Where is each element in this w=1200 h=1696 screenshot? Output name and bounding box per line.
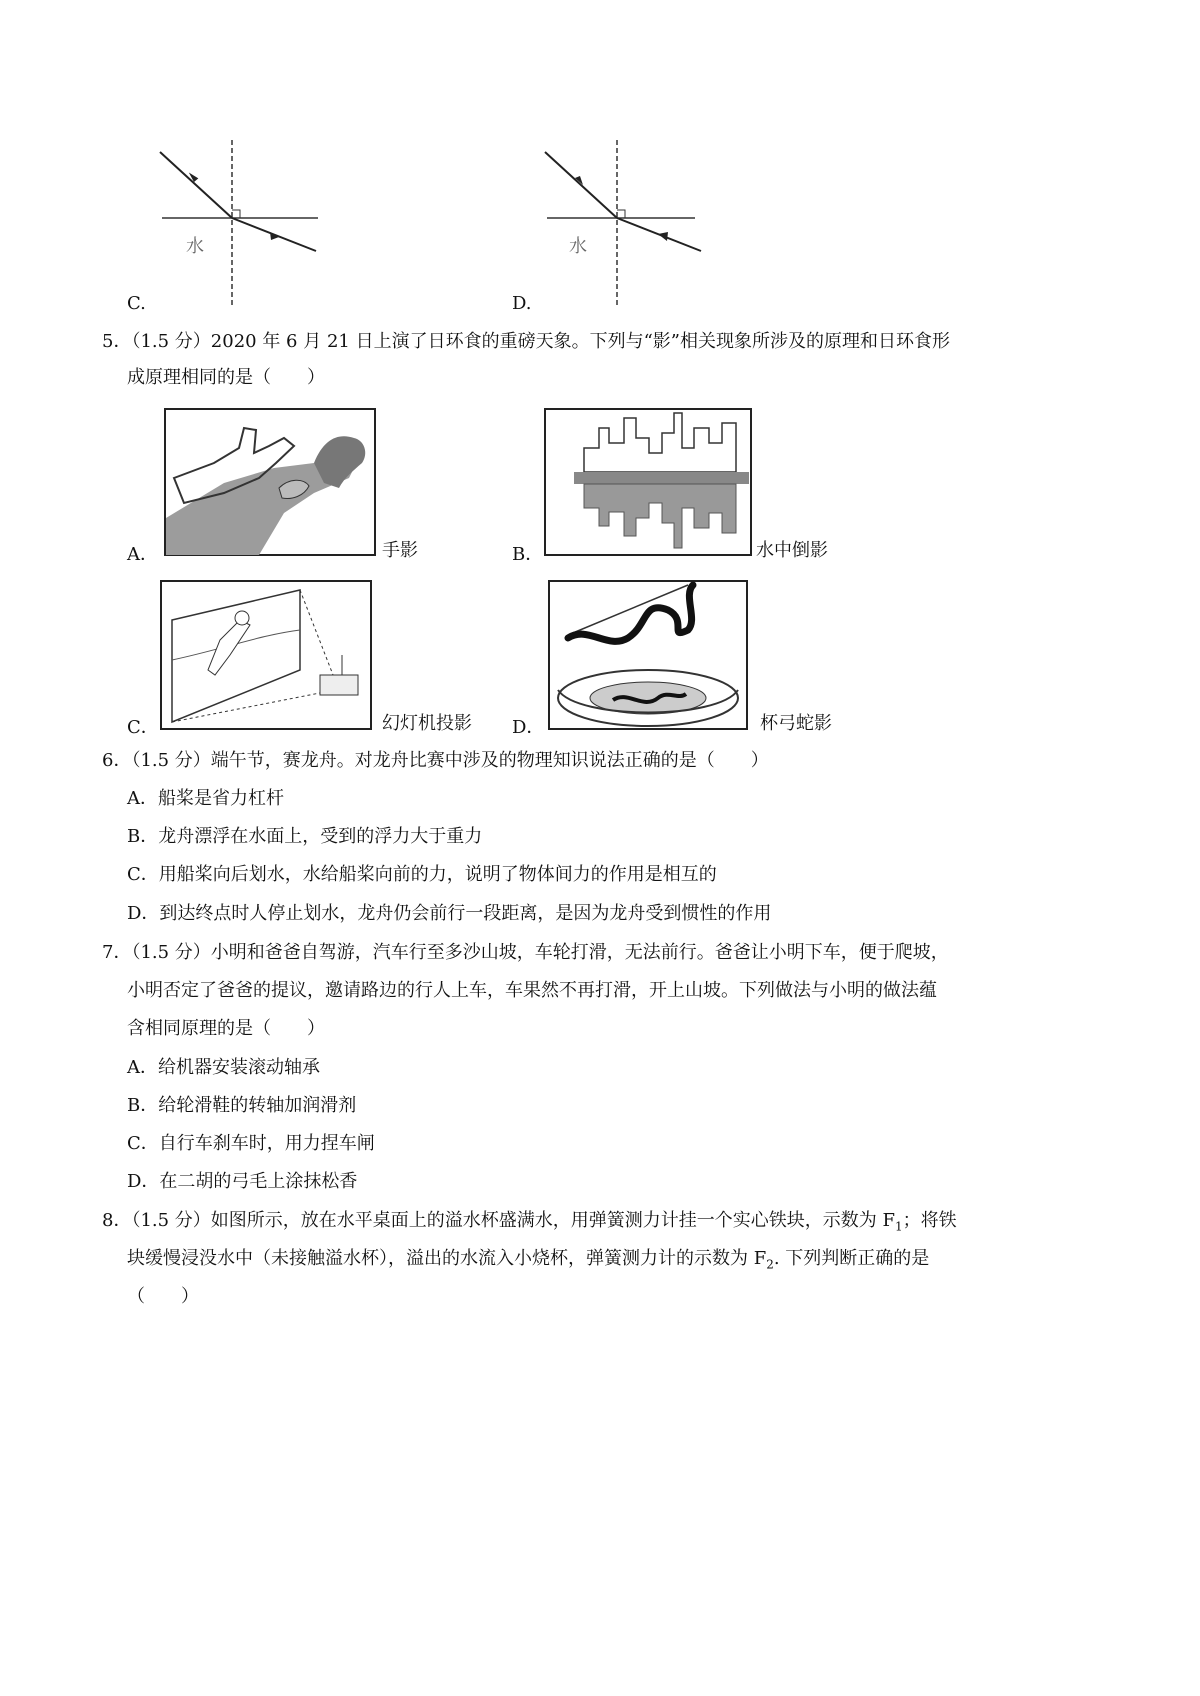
q5-option-c-caption: 幻灯机投影	[382, 713, 472, 734]
q5-figure-water-reflection	[544, 408, 752, 556]
q6-stem: 6．（1.5 分）端午节，赛龙舟。对龙舟比赛中涉及的物理知识说法正确的是（ ）	[102, 750, 769, 771]
q8-stem-line3: （ ）	[127, 1286, 199, 1307]
q5-option-a-letter: A．	[127, 544, 158, 565]
q6-option-b: B．龙舟漂浮在水面上，受到的浮力大于重力	[127, 826, 483, 847]
water-label: 水	[569, 236, 587, 257]
q5-figure-snake-cup	[548, 580, 748, 730]
q4-figure-c	[150, 140, 330, 310]
q7-option-b: B．给轮滑鞋的转轴加润滑剂	[127, 1095, 357, 1116]
q4-figure-d	[535, 140, 715, 310]
q5-figure-hand-shadow	[164, 408, 376, 556]
q5-option-d-letter: D．	[512, 717, 545, 738]
water-label: 水	[186, 236, 204, 257]
q5-option-a-caption: 手影	[382, 540, 418, 561]
q7-stem-line1: 7．（1.5 分）小明和爸爸自驾游，汽车行至多沙山坡，车轮打滑，无法前行。爸爸让小明下车，便于爬坡，	[102, 942, 949, 963]
q8-stem-line2	[127, 1248, 929, 1276]
q7-stem-line2: 小明否定了爸爸的提议，邀请路边的行人上车，车果然不再打滑，开上山坡。下列做法与小明的做法蕴	[127, 980, 937, 1001]
q5-figure-projector	[160, 580, 372, 730]
q6-option-c: C．用船桨向后划水，水给船桨向前的力，说明了物体间力的作用是相互的	[127, 864, 717, 885]
q5-stem-line2: 成原理相同的是（ ）	[127, 367, 325, 388]
q5-option-c-letter: C．	[127, 717, 159, 738]
q5-option-b-caption: 水中倒影	[756, 540, 828, 561]
q8-line2-tail: . 下列判断正确的是	[773, 1248, 930, 1269]
q7-option-a: A．给机器安装滚动轴承	[127, 1057, 320, 1078]
q7-option-d: D．在二胡的弓毛上涂抹松香	[127, 1171, 358, 1192]
q8-stem-line1	[102, 1210, 957, 1238]
q8-line1-text: 8．（1.5 分）如图所示，放在水平桌面上的溢水杯盛满水，用弹簧测力计挂一个实心铁块，示数为 F	[102, 1210, 896, 1231]
q8-line2-text: 块缓慢浸没水中（未接触溢水杯），溢出的水流入小烧杯，弹簧测力计的示数为 F	[127, 1248, 767, 1269]
q6-option-d: D．到达终点时人停止划水，龙舟仍会前行一段距离，是因为龙舟受到惯性的作用	[127, 903, 772, 924]
q4-option-d-letter: D.	[512, 293, 532, 314]
q7-option-c: C．自行车刹车时，用力捏车闸	[127, 1133, 375, 1154]
q8-f2-subscript: 2	[766, 1257, 774, 1272]
q8-line1-tail: ；将铁	[902, 1210, 957, 1231]
q6-option-a: A．船桨是省力杠杆	[127, 788, 284, 809]
q5-option-d-caption: 杯弓蛇影	[760, 713, 832, 734]
q5-stem-line1: 5．（1.5 分）2020 年 6 月 21 日上演了日环食的重磅天象。下列与“影”相关现象所涉及的原理和日环食形	[102, 331, 950, 352]
q4-option-c-letter: C.	[127, 293, 146, 314]
q5-option-b-letter: B．	[512, 544, 544, 565]
q7-stem-line3: 含相同原理的是（ ）	[127, 1018, 325, 1039]
q8-f1-subscript: 1	[895, 1219, 903, 1234]
